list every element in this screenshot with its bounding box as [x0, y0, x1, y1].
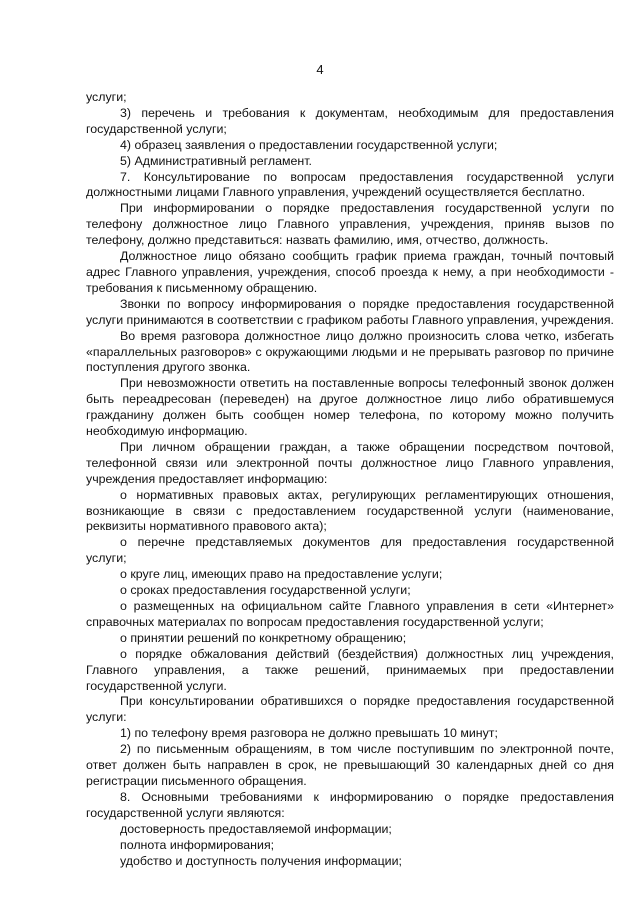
list-item-phone-duration: 1) по телефону время разговора не должно превышать 10 минут; [120, 726, 498, 741]
paragraph-continuation: услуги; [86, 90, 127, 104]
list-item-normative-acts: о нормативных правовых актах, регулирующих регламентирующих отношения, возникающие в связи с предоставлением государственной услуги (наименование, реквизиты нормативного правового акта); [86, 487, 614, 534]
list-item-terms: о сроках предоставления государственной услуги; [120, 583, 411, 598]
paragraph-schedule-address: Должностное лицо обязано сообщить график приема граждан, точный почтовый адрес Главного управления, учреждения, способ проезда к нему, а при необходимости - требования к письменному обращению. [86, 249, 614, 295]
list-item-completeness: полнота информирования; [120, 837, 275, 852]
list-item-documents-list: о перечне представляемых документов для предоставления государственной услуги; [86, 535, 614, 566]
list-item-application-sample: 4) образец заявления о предоставлении государственной услуги; [120, 137, 498, 152]
paragraph-consulting-free: 7. Консультирование по вопросам предоставления государственной услуги должностными лицами Главного управления, учреждений осуществляется бесплатно. [86, 169, 614, 200]
list-item-documents-requirements: 3) перечень и требования к документам, необходимым для предоставления государственной услуги; [86, 105, 614, 136]
paragraph-personal-appeal: При личном обращении граждан, а также обращении посредством почтовой, телефонной связи или электронной почты должностное лицо Главного управления, учреждения предоставляет информацию: [86, 439, 614, 486]
page-number: 4 [316, 62, 324, 77]
list-item-reliability: достоверность предоставляемой информации; [120, 821, 392, 836]
paragraph-phone-informing: При информировании о порядке предоставления государственной услуги по телефону должностное лицо Главного управления, учреждения, приняв вызов по телефону, должно представиться: назвать фамилию, имя, отчество, должность. [86, 201, 614, 248]
list-item-website-materials: о размещенных на официальном сайте Главного управления в сети «Интернет» справочных материалах по вопросам предоставления государственной услуги; [86, 599, 614, 629]
list-item-decisions: о принятии решений по конкретному обращению; [120, 630, 407, 645]
document-body [86, 90, 614, 869]
paragraph-calls-schedule: Звонки по вопросу информирования о порядке предоставления государственной услуги принимаются в соответствии с графиком работы Главного управления, учреждения. [86, 296, 615, 327]
list-item-convenience: удобство и доступность получения информации; [120, 853, 402, 868]
paragraph-call-redirect: При невозможности ответить на поставленные вопросы телефонный звонок должен быть переадресован (переведен) на другое должностное лицо либо обратившемуся гражданину должен быть сообщен номер телефона, по которому можно получить необходимую информацию. [86, 376, 614, 439]
list-item-eligible-persons: о круге лиц, имеющих право на предоставление услуги; [120, 567, 443, 582]
paragraph-conversation-rules: Во время разговора должностное лицо должно произносить слова четко, избегать «параллельных разговоров» с окружающими людьми и не прерывать разговор по причине поступления другого звонка. [86, 328, 614, 375]
list-item-written-response: 2) по письменным обращениям, в том числе поступившим по электронной почте, ответ должен быть направлен в срок, не превышающий 30 календарных дней со дня регистрации письменного обращения. [86, 742, 614, 788]
list-item-appeal-procedure: о порядке обжалования действий (бездействия) должностных лиц учреждения, Главного управления, а также решений, принимаемых при предоставлении государственной услуги. [86, 646, 614, 693]
list-item-regulation: 5) Административный регламент. [120, 153, 312, 168]
paragraph-consulting-intro: При консультировании обратившихся о порядке предоставления государственной услуги: [86, 694, 614, 725]
paragraph-main-requirements: 8. Основными требованиями к информированию о порядке предоставления государственной услуги являются: [86, 789, 614, 820]
